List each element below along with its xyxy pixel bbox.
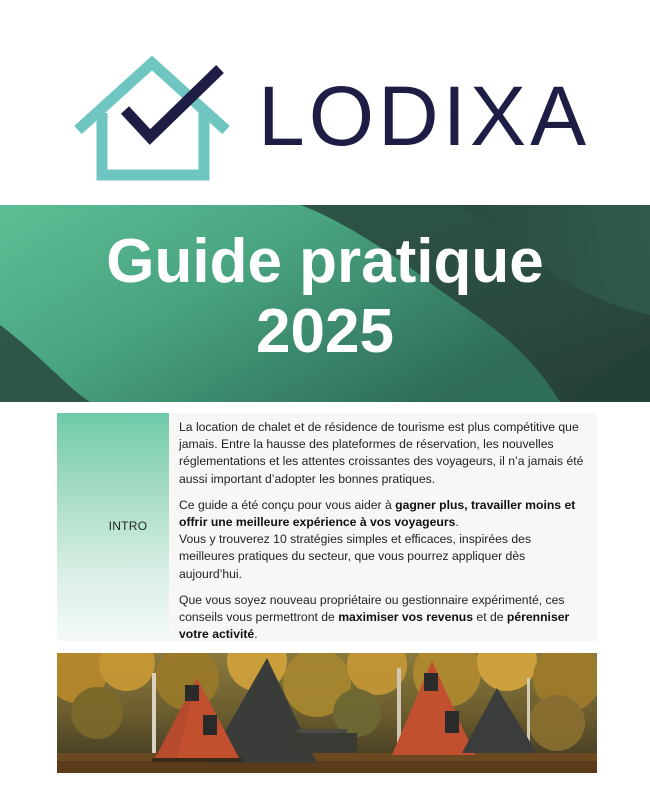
intro-paragraph-1: La location de chalet et de résidence de tourisme est plus compétitive que jamais. Entre la hausse des plateformes de réservation, les nouvelles réglementations et les attentes croissantes des voyageurs, il n’a jamais été aussi important d’adopter les bonnes pratiques. xyxy=(179,420,584,486)
intro-paragraph-2: Ce guide a été conçu pour vous aider à gagner plus, travailler moins et offrir une meilleure expérience à vos voyageurs. Vous y trouverez 10 stratégies simples et efficaces, inspirées des meilleures pratiques du secteur, que vous pourrez appliquer dès aujourd’hui. xyxy=(179,497,576,581)
intro-paragraph-3: Que vous soyez nouveau propriétaire ou gestionnaire expérimenté, ces conseils vous permettront de maximiser vos revenus et de pérenniser votre activité. xyxy=(179,592,570,642)
banner-title-line1: Guide pratique xyxy=(106,227,544,296)
intro-section xyxy=(57,413,597,641)
brand-name: LODIXA xyxy=(258,69,591,163)
logo xyxy=(0,0,650,205)
banner-title xyxy=(0,227,650,367)
house-check-icon xyxy=(70,55,235,185)
chalets-photo xyxy=(57,653,597,773)
intro-label: INTRO xyxy=(108,519,148,533)
a-frame-chalets-photo-icon xyxy=(57,653,597,773)
banner-title-line2: 2025 xyxy=(256,297,394,366)
intro-text xyxy=(179,419,589,652)
hero-banner xyxy=(0,205,650,402)
